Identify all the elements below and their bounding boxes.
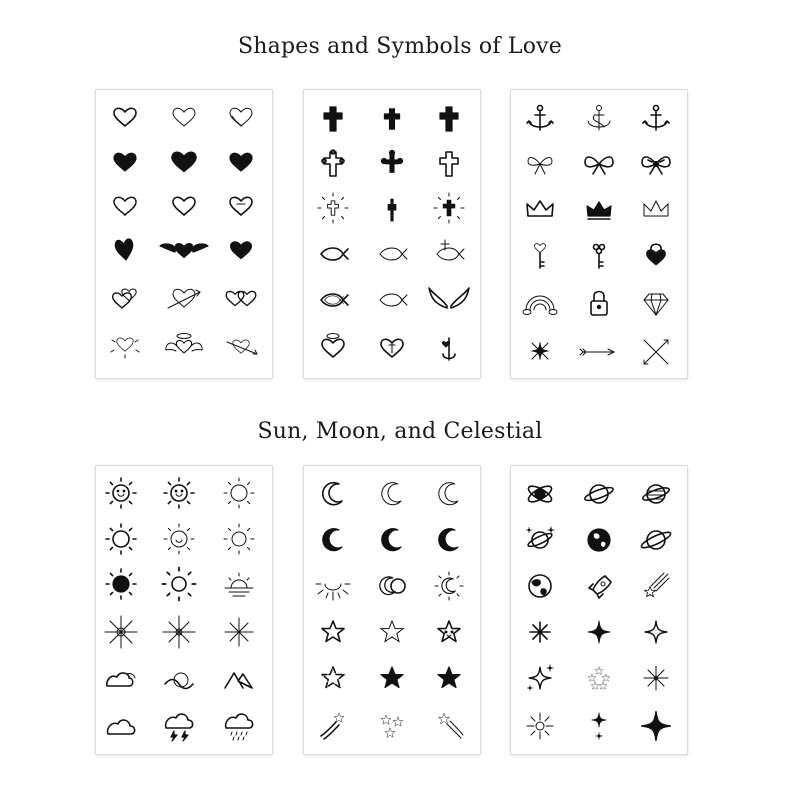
- heart-halo-icon: [322, 334, 344, 358]
- bow-icon: [528, 158, 552, 174]
- sun-icon: [163, 568, 196, 601]
- hearts-linked-icon: [226, 291, 256, 305]
- cross-solid-icon: [440, 107, 458, 131]
- star-outline-icon: [322, 621, 344, 642]
- sheet-keepsakes: [511, 90, 687, 378]
- cross-ornate-icon: [322, 150, 344, 176]
- heart-arrow-icon: [227, 340, 257, 354]
- sheet-faith: [304, 90, 480, 378]
- sun-smile-icon: [106, 478, 136, 508]
- globe-solid-icon: [588, 529, 610, 551]
- moon-solid-icon: [323, 529, 342, 551]
- sparkle-burst-icon: [527, 713, 553, 739]
- fish-icon: [380, 248, 407, 260]
- moon-sun-icon: [435, 572, 463, 600]
- cross-radiant-icon: [318, 193, 348, 223]
- heart-solid-icon: [172, 152, 196, 171]
- arrow-icon: [580, 349, 614, 355]
- heart-solid-icon: [115, 239, 135, 262]
- key-icon: [594, 245, 605, 269]
- heart-lock-icon: [647, 244, 666, 265]
- crown-icon: [587, 202, 611, 219]
- sun-smile-icon: [164, 524, 194, 554]
- cloud-sun-icon: [107, 673, 135, 686]
- heart-solid-icon: [231, 242, 252, 259]
- cloud-rain-icon: [226, 714, 253, 740]
- fish-cross-icon: [437, 240, 464, 260]
- moon-crescent-icon: [382, 483, 401, 505]
- wings-icon: [429, 288, 469, 308]
- rainbow-icon: [523, 296, 557, 315]
- mountains-icon: [225, 673, 252, 688]
- starburst-icon: [530, 622, 550, 642]
- sparkle-4-large-icon: [642, 712, 671, 741]
- sun-solid-icon: [106, 569, 136, 599]
- sun-icon: [224, 524, 254, 554]
- heart-thin-icon: [173, 108, 195, 126]
- stars-cluster-icon: [381, 715, 403, 737]
- sun-burst-icon: [163, 616, 195, 648]
- cloud-icon: [108, 720, 135, 734]
- comet-icon: [645, 573, 670, 597]
- cross-outline-icon: [440, 152, 458, 176]
- sun-icon: [224, 478, 254, 508]
- stars-cluster-icon: [588, 667, 610, 689]
- star-solid-icon: [381, 667, 403, 688]
- heart-angel-icon: [166, 334, 202, 353]
- heart-sparkle-icon: [111, 338, 139, 358]
- crossed-arrows-icon: [644, 340, 668, 364]
- sun-smile-icon: [164, 478, 194, 508]
- moon-crescent-icon: [439, 483, 458, 505]
- anchor-icon: [643, 106, 669, 131]
- crown-icon: [644, 201, 668, 216]
- sparkle-4-icon: [645, 621, 667, 643]
- planet-stripes-icon: [641, 485, 670, 503]
- section-title-love: Shapes and Symbols of Love: [238, 34, 562, 59]
- cross-solid-icon: [384, 109, 399, 129]
- section-title-celestial: Sun, Moon, and Celestial: [257, 419, 543, 444]
- fish-icon: [321, 248, 348, 260]
- cross-radiant-icon: [434, 193, 464, 223]
- heart-pixel-icon: [114, 197, 136, 215]
- crown-icon: [527, 201, 553, 216]
- rocket-icon: [589, 576, 611, 598]
- sparkle-4-icon: [588, 621, 610, 643]
- anchor-icon: [527, 106, 553, 131]
- fish-icon: [380, 294, 407, 306]
- moon-stars-icon: [380, 577, 405, 595]
- sun-icon: [106, 524, 136, 554]
- heart-solid-icon: [230, 153, 252, 171]
- star-sketch-icon: [322, 667, 344, 688]
- heart-outline-icon: [173, 197, 195, 215]
- globe-icon: [529, 575, 551, 597]
- planet-ring-icon: [584, 485, 615, 503]
- moon-solid-icon: [382, 529, 401, 551]
- north-star-icon: [532, 343, 549, 360]
- key-icon: [535, 244, 546, 268]
- star-outline-icon: [381, 621, 403, 642]
- moon-crescent-icon: [323, 483, 342, 505]
- star-solid-icon: [438, 667, 460, 688]
- cross-budded-icon: [382, 151, 403, 173]
- hearts-pair-icon: [113, 289, 136, 308]
- planet-sparkle-icon: [526, 526, 555, 548]
- padlock-icon: [591, 292, 607, 316]
- anchor-icon: [588, 106, 610, 131]
- shooting-stars-icon: [321, 713, 344, 739]
- sunset-icon: [225, 573, 253, 596]
- shooting-star-icon: [439, 714, 464, 739]
- bow-icon: [585, 157, 613, 174]
- starburst-icon: [644, 666, 668, 690]
- cross-solid-icon: [324, 107, 342, 131]
- heart-winged-icon: [160, 243, 208, 257]
- sheet-space: [511, 466, 687, 754]
- heart-cross-icon: [381, 339, 403, 357]
- sun-burst-icon: [225, 618, 253, 646]
- bow-icon: [642, 157, 670, 174]
- planet-saturn-icon: [640, 530, 672, 551]
- sheet-suns: [96, 466, 272, 754]
- cross-thin-icon: [388, 199, 396, 221]
- star-face-icon: [438, 621, 460, 642]
- heart-sketch-icon: [230, 108, 252, 126]
- heart-arrow-icon: [168, 289, 200, 308]
- moon-rays-icon: [316, 584, 350, 600]
- cloud-storm-icon: [166, 714, 193, 741]
- sheet-moons: [304, 466, 480, 754]
- heart-outline-icon: [114, 108, 136, 126]
- sparkle-small-icon: [592, 713, 606, 740]
- diamond-icon: [644, 294, 668, 315]
- anchor-heart-icon: [442, 338, 455, 360]
- sparkles-icon: [527, 664, 554, 691]
- wave-sun-icon: [165, 673, 193, 689]
- sun-burst-icon: [105, 616, 137, 648]
- sheet-hearts: [96, 90, 272, 378]
- atom-planet-icon: [526, 483, 554, 505]
- fish-icon: [321, 294, 348, 306]
- heart-sketch-icon: [230, 197, 252, 215]
- heart-solid-icon: [114, 153, 136, 171]
- moon-solid-icon: [439, 529, 458, 551]
